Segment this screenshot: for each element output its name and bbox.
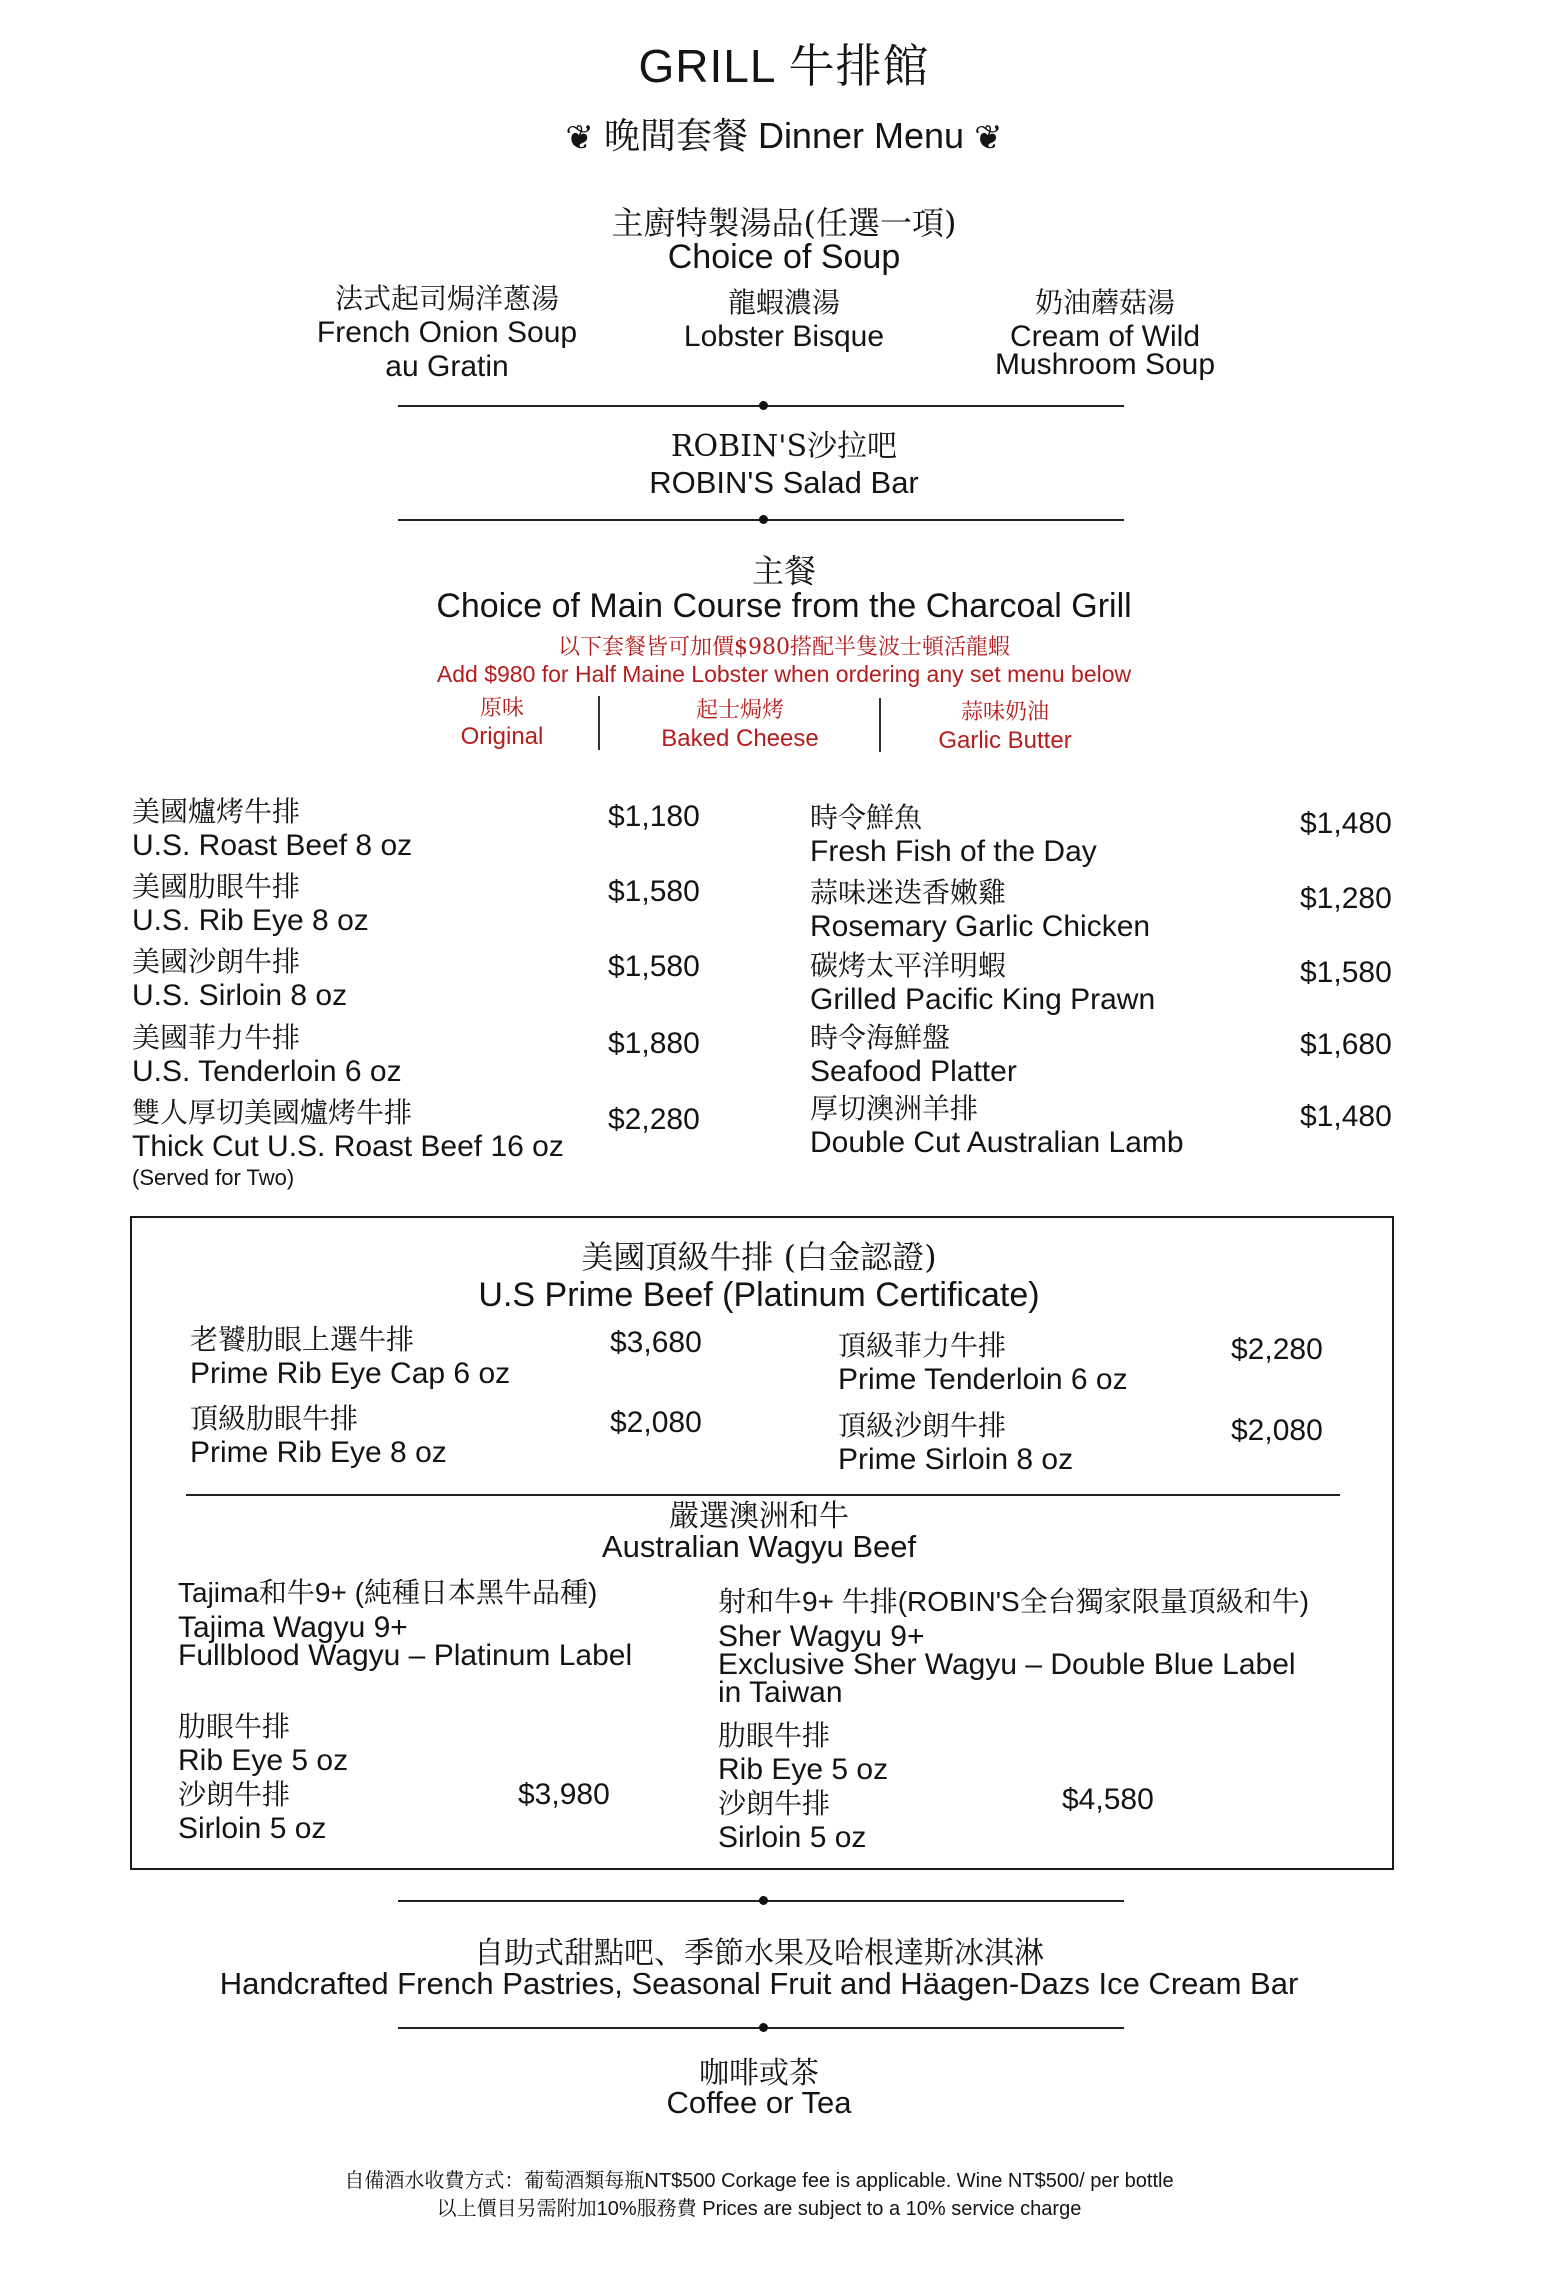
main-item-sirloin xyxy=(132,945,347,1013)
service-charge-note: 以上價目另需附加10%服務費 Prices are subject to a 10% service charge xyxy=(436,2198,1082,2220)
soup-title-cn: 主廚特製湯品(任選一項) xyxy=(611,204,957,242)
salad-en: ROBIN'S Salad Bar xyxy=(649,465,919,500)
item-cn: 美國沙朗牛排 xyxy=(132,945,301,978)
main-item-thick-cut xyxy=(132,1096,564,1192)
wagyu-head-cn: 射和牛9+ 牛排(ROBIN'S全台獨家限量頂級和牛) xyxy=(718,1586,1310,1617)
item-cn: 美國爐烤牛排 xyxy=(132,795,301,828)
item-price: $1,280 xyxy=(1300,882,1392,915)
main-item-seafood xyxy=(810,1021,1017,1089)
item-en: Prime Rib Eye Cap 6 oz xyxy=(190,1357,511,1390)
soup-item-en: French Onion Soup xyxy=(316,316,578,349)
main-item-lamb xyxy=(810,1092,1184,1160)
fleuron-left-icon: ❦ xyxy=(565,119,594,158)
wagyu-head-en: Sher Wagyu 9+ xyxy=(718,1620,925,1653)
option-original xyxy=(412,695,592,751)
item-en: U.S. Sirloin 8 oz xyxy=(132,979,348,1012)
main-item-tenderloin xyxy=(132,1021,402,1089)
wagyu-cut-cn-2: 沙朗牛排 xyxy=(718,1787,831,1820)
item-cn: 蒜味迷迭香嫩雞 xyxy=(810,876,1007,909)
prime-item-tenderloin xyxy=(838,1329,1128,1397)
item-price: $1,880 xyxy=(608,1027,700,1060)
item-price: $2,080 xyxy=(610,1406,702,1439)
item-en: Fresh Fish of the Day xyxy=(810,835,1097,868)
option-garlic-butter xyxy=(895,699,1115,755)
wagyu-head-en-3: in Taiwan xyxy=(718,1676,843,1709)
item-price: $2,280 xyxy=(608,1103,700,1136)
option-separator xyxy=(598,696,600,750)
soup-item-en: Lobster Bisque xyxy=(683,320,885,353)
item-cn: 時令海鮮盤 xyxy=(810,1021,951,1054)
option-cn: 蒜味奶油 xyxy=(960,700,1049,725)
item-en: Seafood Platter xyxy=(810,1055,1017,1088)
item-price: $2,080 xyxy=(1231,1414,1323,1447)
wagyu-head-en-2: Fullblood Wagyu – Platinum Label xyxy=(178,1639,633,1672)
option-en: Original xyxy=(460,723,544,750)
soup-item-cn: 法式起司焗洋蔥湯 xyxy=(334,282,559,315)
coffee-cn: 咖啡或茶 xyxy=(699,2056,819,2091)
wagyu-title-cn: 嚴選澳洲和牛 xyxy=(669,1499,849,1534)
main-title-en: Choice of Main Course from the Charcoal Grill xyxy=(436,587,1132,625)
item-price: $1,580 xyxy=(608,875,700,908)
main-title-cn: 主餐 xyxy=(751,552,816,590)
item-price: $4,580 xyxy=(1062,1783,1154,1816)
dessert-en: Handcrafted French Pastries, Seasonal Fruit and Häagen-Dazs Ice Cream Bar xyxy=(219,1966,1299,2001)
item-cn: 雙人厚切美國爐烤牛排 xyxy=(132,1096,413,1129)
lobster-note-cn: 以下套餐皆可加價$980搭配半隻波士頓活龍蝦 xyxy=(558,635,1010,660)
menu-subtitle-row xyxy=(0,108,1568,159)
option-en: Garlic Butter xyxy=(938,727,1072,754)
item-cn: 厚切澳洲羊排 xyxy=(810,1092,979,1125)
wagyu-sher xyxy=(718,1585,1309,1855)
wagyu-head-en-2: Exclusive Sher Wagyu – Double Blue Label xyxy=(718,1648,1296,1681)
item-cn: 老饕肋眼上選牛排 xyxy=(190,1323,415,1356)
prime-item-sirloin xyxy=(838,1409,1073,1477)
dessert-cn: 自助式甜點吧、季節水果及哈根達斯冰淇淋 xyxy=(474,1936,1044,1971)
item-en: Double Cut Australian Lamb xyxy=(810,1126,1184,1159)
soup-item-mushroom xyxy=(945,286,1265,382)
fleuron-right-icon: ❦ xyxy=(974,119,1003,158)
item-cn: 頂級沙朗牛排 xyxy=(838,1409,1007,1442)
item-cn: 碳烤太平洋明蝦 xyxy=(810,949,1007,982)
wagyu-title-en: Australian Wagyu Beef xyxy=(601,1529,917,1564)
prime-title-cn: 美國頂級牛排 (白金認證) xyxy=(581,1238,937,1276)
box-divider xyxy=(186,1494,1340,1496)
wagyu-cut-cn: 肋眼牛排 xyxy=(718,1719,831,1752)
item-en: U.S. Roast Beef 8 oz xyxy=(132,829,413,862)
soup-item-cn: 奶油蘑菇湯 xyxy=(1034,286,1175,319)
lobster-note-en: Add $980 for Half Maine Lobster when ordering any set menu below xyxy=(436,661,1132,687)
prime-item-rib-eye-cap xyxy=(190,1323,510,1391)
item-price: $1,580 xyxy=(1300,956,1392,989)
item-cn: 頂級菲力牛排 xyxy=(838,1329,1007,1362)
item-price: $1,680 xyxy=(1300,1028,1392,1061)
divider-dot-icon xyxy=(759,1896,768,1905)
option-baked-cheese xyxy=(630,697,850,753)
item-price: $3,980 xyxy=(518,1778,610,1811)
item-price: $3,680 xyxy=(610,1326,702,1359)
soup-item-en-2: Mushroom Soup xyxy=(994,348,1216,381)
coffee-en: Coffee or Tea xyxy=(666,2085,852,2120)
menu-subtitle: 晚間套餐 Dinner Menu xyxy=(603,115,965,156)
item-price: $1,580 xyxy=(608,950,700,983)
soup-item-en: Cream of Wild xyxy=(1009,320,1201,353)
divider-dot-icon xyxy=(759,2023,768,2032)
main-item-prawn xyxy=(810,949,1155,1017)
soup-item-cn: 龍蝦濃湯 xyxy=(727,286,840,319)
soup-item-french-onion xyxy=(287,282,607,384)
main-item-roast-beef xyxy=(132,795,412,863)
item-en: Prime Sirloin 8 oz xyxy=(838,1443,1074,1476)
item-en: U.S. Tenderloin 6 oz xyxy=(132,1055,402,1088)
option-cn: 起士焗烤 xyxy=(695,698,784,723)
item-en: Thick Cut U.S. Roast Beef 16 oz xyxy=(132,1130,564,1163)
item-en: Prime Rib Eye 8 oz xyxy=(190,1436,447,1469)
wagyu-head-cn: Tajima和牛9+ (純種日本黑牛品種) xyxy=(178,1577,598,1608)
prime-item-rib-eye xyxy=(190,1402,447,1470)
item-en: U.S. Rib Eye 8 oz xyxy=(132,904,369,937)
wagyu-cut-cn-2: 沙朗牛排 xyxy=(178,1778,291,1811)
main-item-rib-eye xyxy=(132,870,369,938)
divider-dot-icon xyxy=(759,515,768,524)
wagyu-head-en: Tajima Wagyu 9+ xyxy=(178,1611,408,1644)
item-en: Rosemary Garlic Chicken xyxy=(810,910,1151,943)
salad-cn: ROBIN'S沙拉吧 xyxy=(670,429,898,464)
wagyu-cut-en-2: Sirloin 5 oz xyxy=(718,1821,867,1854)
option-separator xyxy=(879,698,881,752)
soup-item-en-2: au Gratin xyxy=(385,350,509,383)
option-cn: 原味 xyxy=(479,696,524,721)
soup-title-en: Choice of Soup xyxy=(667,238,901,276)
menu-title: GRILL 牛排館 xyxy=(638,40,930,92)
corkage-note: 自備酒水收費方式：葡萄酒類每瓶NT$500 Corkage fee is applicable. Wine NT$500/ per bottle xyxy=(344,2170,1174,2192)
divider-dot-icon xyxy=(759,401,768,410)
item-price: $1,180 xyxy=(608,800,700,833)
wagyu-cut-cn: 肋眼牛排 xyxy=(178,1710,291,1743)
prime-title-en: U.S Prime Beef (Platinum Certificate) xyxy=(478,1276,1040,1314)
option-en: Baked Cheese xyxy=(661,725,819,752)
item-note: (Served for Two) xyxy=(132,1165,295,1190)
item-cn: 美國肋眼牛排 xyxy=(132,870,301,903)
wagyu-cut-en: Rib Eye 5 oz xyxy=(718,1753,889,1786)
item-price: $2,280 xyxy=(1231,1333,1323,1366)
item-price: $1,480 xyxy=(1300,807,1392,840)
item-cn: 美國菲力牛排 xyxy=(132,1021,301,1054)
item-cn: 頂級肋眼牛排 xyxy=(190,1402,359,1435)
main-item-fresh-fish xyxy=(810,801,1097,869)
item-en: Prime Tenderloin 6 oz xyxy=(838,1363,1128,1396)
wagyu-cut-en: Rib Eye 5 oz xyxy=(178,1744,349,1777)
main-item-chicken xyxy=(810,876,1150,944)
wagyu-cut-en-2: Sirloin 5 oz xyxy=(178,1812,327,1845)
item-price: $1,480 xyxy=(1300,1100,1392,1133)
soup-item-lobster-bisque xyxy=(624,286,944,354)
item-cn: 時令鮮魚 xyxy=(810,801,923,834)
item-en: Grilled Pacific King Prawn xyxy=(810,983,1156,1016)
